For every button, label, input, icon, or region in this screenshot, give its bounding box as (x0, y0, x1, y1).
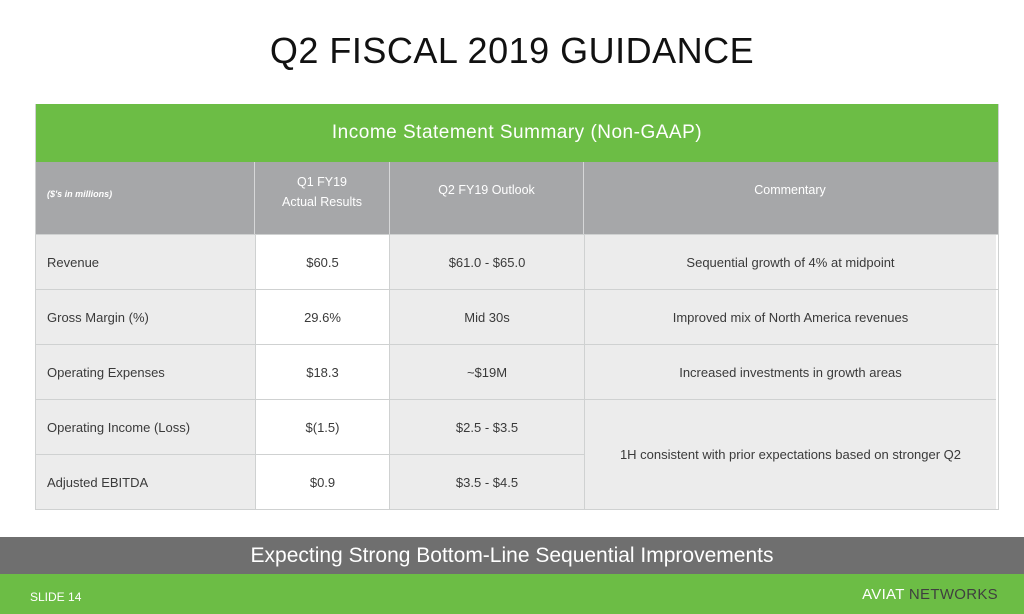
metric-cell: Revenue (36, 235, 255, 289)
metric-cell: Adjusted EBITDA (36, 455, 255, 509)
actual-cell: 29.6% (255, 290, 390, 344)
metric-cell: Operating Income (Loss) (36, 400, 255, 454)
actual-cell: $60.5 (255, 235, 390, 289)
header-actual-line2: Actual Results (282, 195, 362, 209)
merged-rows-block (36, 399, 998, 509)
header-commentary-label: Commentary (754, 183, 826, 197)
table-banner: Income Statement Summary (Non-GAAP) (36, 104, 998, 162)
slide-footer (0, 574, 1024, 614)
actual-cell: $0.9 (255, 455, 390, 509)
outlook-cell: $61.0 - $65.0 (390, 235, 584, 289)
outlook-cell: $3.5 - $4.5 (390, 455, 584, 509)
table-header-row (36, 162, 998, 234)
actual-cell: $18.3 (255, 345, 390, 399)
header-actual-line1: Q1 FY19 (296, 175, 348, 189)
outlook-cell: Mid 30s (390, 290, 584, 344)
header-actual-cell (255, 162, 390, 234)
table-row (36, 344, 998, 399)
logo-part-aviat: AVIAT (862, 586, 905, 603)
merged-commentary-cell: 1H consistent with prior expectations based on stronger Q2 (584, 399, 996, 509)
outlook-cell: $2.5 - $3.5 (390, 400, 584, 454)
header-commentary-cell (584, 162, 996, 234)
actual-cell: $(1.5) (255, 400, 390, 454)
table-row (36, 289, 998, 344)
slide-title: Q2 FISCAL 2019 GUIDANCE (269, 30, 755, 71)
units-label: ($'s in millions) (47, 189, 113, 199)
commentary-cell: Improved mix of North America revenues (584, 290, 996, 344)
header-outlook-label: Q2 FY19 Outlook (438, 183, 535, 197)
metric-cell: Gross Margin (%) (36, 290, 255, 344)
outlook-cell: ~$19M (390, 345, 584, 399)
table-row (36, 399, 584, 454)
aviat-networks-logo (862, 586, 998, 603)
header-outlook-cell (390, 162, 584, 234)
commentary-cell: Increased investments in growth areas (584, 345, 996, 399)
income-statement-table (35, 104, 999, 510)
table-row (36, 234, 998, 289)
metric-cell: Operating Expenses (36, 345, 255, 399)
commentary-cell: Sequential growth of 4% at midpoint (584, 235, 996, 289)
slide-number: SLIDE 14 (30, 590, 82, 604)
bottom-line-banner: Expecting Strong Bottom-Line Sequential Improvements (0, 537, 1024, 574)
logo-part-networks: NETWORKS (904, 586, 998, 603)
header-units-cell (36, 162, 255, 234)
table-row (36, 454, 584, 509)
